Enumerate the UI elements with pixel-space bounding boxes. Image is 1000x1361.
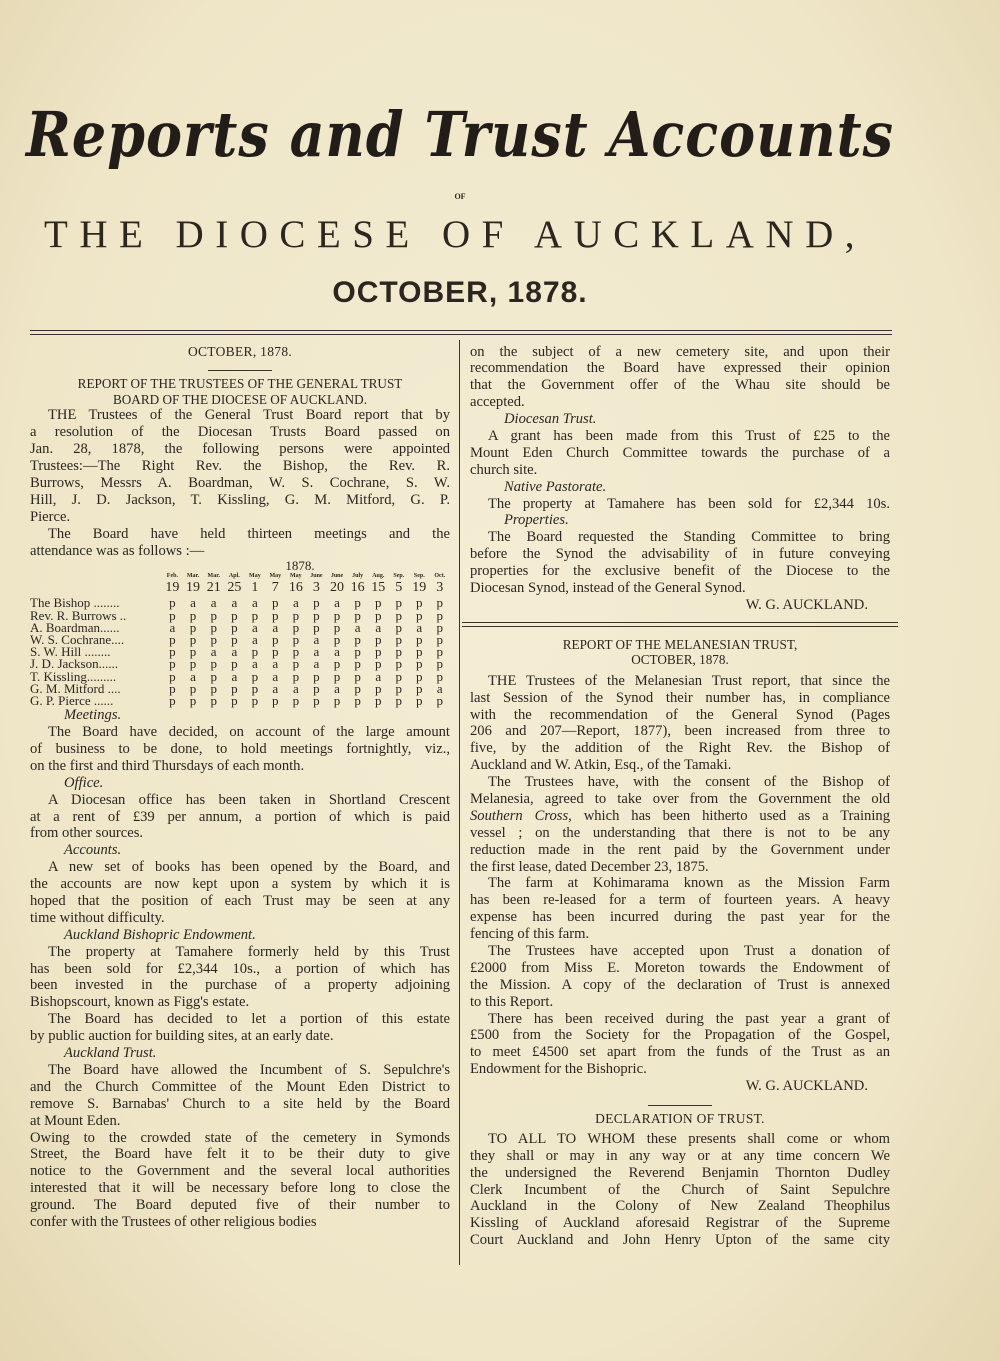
paragraph-line: There has been received during the past year a grant of <box>488 1010 890 1027</box>
paragraph <box>470 943 890 1011</box>
attendance-mark: p <box>210 632 217 648</box>
paragraph-line: they shall or may in any way or at any time concern We <box>470 1147 890 1164</box>
attendance-mark: p <box>169 644 176 660</box>
attendance-mark: p <box>231 656 238 672</box>
attendance-mark: p <box>272 595 279 611</box>
subheading: Auckland Bishopric Endowment. <box>64 926 256 943</box>
paragraph-line: has been re-leased for a term of fourteen years. A heavy <box>470 892 890 909</box>
attendance-mark: a <box>231 644 238 660</box>
attendance-mark: p <box>292 632 300 648</box>
month-label: June <box>310 573 323 580</box>
month-label: Aug. <box>372 573 385 580</box>
attendance-mark: a <box>313 656 320 672</box>
attendance-mark: a <box>272 656 279 672</box>
attendance-mark: a <box>251 656 258 672</box>
day-label: 1 <box>251 580 259 596</box>
attendance-mark: p <box>231 619 238 635</box>
month-label: Mar. <box>186 573 200 580</box>
top-rule <box>30 330 892 331</box>
blank-cell <box>30 572 162 581</box>
attendance-mark: p <box>189 619 197 635</box>
paragraph-line: The Board requested the Standing Committee to bring <box>488 529 890 546</box>
section-heading: DECLARATION OF TRUST. <box>595 1111 765 1127</box>
paragraph-line: The farm at Kohimarama known as the Mission Farm <box>488 875 890 892</box>
attendance-mark: p <box>395 680 403 696</box>
attendance-mark: p <box>375 680 382 696</box>
month-label: Oct. <box>434 573 446 580</box>
paragraph <box>30 407 450 525</box>
paragraph <box>30 724 450 775</box>
paragraph-line: A new set of books has been opened by the Board, and <box>48 859 450 876</box>
paragraph <box>470 428 890 479</box>
attendance-mark: a <box>251 595 258 611</box>
paragraph-line: at a rent of £39 per annum, a portion of which is paid <box>30 808 450 825</box>
paragraph-line: The Board has decided to let a portion of this estate <box>48 1011 450 1028</box>
paragraph <box>470 529 890 597</box>
attendance-mark: p <box>210 693 217 709</box>
paragraph-line: expense has been incurred during the past year for the <box>470 909 890 926</box>
attendance-mark: p <box>416 693 423 709</box>
double-rule <box>470 614 890 636</box>
paragraph-line: on the first and third Thursdays of each month. <box>30 757 305 774</box>
attendance-mark: p <box>333 607 341 623</box>
paragraph-line: The Board have allowed the Incumbent of S. Sepulchre's <box>48 1061 450 1078</box>
attendance-mark: p <box>354 668 361 684</box>
subheading: Diocesan Trust. <box>504 411 597 428</box>
attendance-mark: a <box>190 668 196 684</box>
paragraph <box>30 792 450 843</box>
paragraph-line: hoped that the position of each Trust may be seen at any <box>30 893 450 910</box>
report-heading-line: BOARD OF THE DIOCESE OF AUCKLAND. <box>112 391 367 407</box>
paragraph <box>30 526 450 560</box>
attendance-mark: a <box>190 595 196 611</box>
attendance-mark: p <box>272 644 279 660</box>
paragraph-line: Owing to the crowded state of the cemetery in Symonds <box>30 1129 450 1146</box>
attendance-mark: p <box>436 619 444 635</box>
paragraph-line: with the recommendation of the General Synod (Pages <box>470 706 890 723</box>
attendance-mark: p <box>231 632 238 648</box>
attendance-mark: p <box>395 619 403 635</box>
paragraph-line: Clerk Incumbent of the Church of Saint Sepulchre <box>470 1181 890 1198</box>
attendance-mark: p <box>333 656 341 672</box>
attendance-mark: a <box>313 644 320 660</box>
subheading: Office. <box>64 774 104 791</box>
paragraph-line: Southern Cross, which has been hitherto used as a Training <box>470 807 890 824</box>
attendance-mark: p <box>313 607 320 623</box>
paragraph-line: to this Report. <box>470 993 554 1010</box>
attendance-mark: p <box>313 619 320 635</box>
attendance-mark: p <box>436 595 444 611</box>
paragraph-line: The property at Tamahere formerly held by this Trust <box>48 943 450 960</box>
month-label: May <box>249 573 261 580</box>
paragraph <box>30 859 450 927</box>
attendance-mark: p <box>189 607 197 623</box>
attendance-mark: p <box>251 644 259 660</box>
trustee-name: Rev. R. Burrows .. <box>30 607 127 623</box>
attendance-mark: p <box>251 607 259 623</box>
paragraph <box>30 1062 450 1130</box>
attendance-mark: p <box>210 607 217 623</box>
attendance-mark: a <box>375 619 382 635</box>
section-heading: OCTOBER, 1878. <box>187 343 293 359</box>
attendance-mark: p <box>292 644 300 660</box>
paragraph-line: Trustees:—The Right Rev. the Bishop, the Rev. R. <box>30 458 450 475</box>
attendance-table <box>30 559 450 707</box>
paragraph <box>470 875 890 943</box>
attendance-mark: p <box>169 680 176 696</box>
paragraph-line: before the Synod the advisability of in future conveying <box>470 546 890 563</box>
section-rule <box>470 1095 890 1111</box>
attendance-mark: p <box>313 595 320 611</box>
paragraph-line: from other sources. <box>30 825 144 842</box>
paragraph-line: the first lease, dated December 23, 1875. <box>470 858 709 875</box>
day-label: 19 <box>412 580 427 596</box>
attendance-mark: p <box>375 607 382 623</box>
attendance-mark: p <box>416 595 423 611</box>
attendance-mark: p <box>231 693 238 709</box>
attendance-mark: p <box>375 644 382 660</box>
attendance-mark: p <box>210 619 217 635</box>
day-label: 16 <box>288 580 303 596</box>
trustee-name: T. Kissling......... <box>30 668 117 684</box>
attendance-mark: p <box>354 595 361 611</box>
attendance-mark: p <box>436 644 444 660</box>
attendance-mark: p <box>333 668 341 684</box>
title-of: OF <box>454 192 466 201</box>
attendance-mark: p <box>395 607 403 623</box>
paragraph-line: last Session of the Synod their number has, in compliance <box>470 689 890 706</box>
subheading: Native Pastorate. <box>504 478 607 495</box>
attendance-mark: p <box>354 644 361 660</box>
section-rule <box>30 360 450 376</box>
attendance-mark: p <box>436 668 444 684</box>
paragraph-line: TO ALL TO WHOM these presents shall come or whom <box>488 1130 890 1147</box>
attendance-mark: p <box>169 595 176 611</box>
paragraph-line: Hill, J. D. Jackson, T. Kissling, G. M. Mitford, G. P. <box>30 491 450 508</box>
attendance-mark: p <box>189 656 197 672</box>
attendance-mark: p <box>354 656 361 672</box>
trustee-name: S. W. Hill ........ <box>30 644 111 660</box>
attendance-mark: p <box>416 607 423 623</box>
paragraph-line: Auckland and W. Atkin, Esq., of the Tamaki. <box>470 757 732 774</box>
paragraph-line: reduction made in the rent paid by the Government under <box>470 841 890 858</box>
trustee-name: The Bishop ........ <box>30 595 120 611</box>
trustee-name: G. P. Pierce ...... <box>30 693 114 709</box>
attendance-mark: p <box>416 644 423 660</box>
report-heading <box>30 376 450 407</box>
paragraph-line: to meet £4500 set apart from the funds of the Trust as an <box>470 1044 890 1061</box>
month-label: July <box>352 573 364 580</box>
paragraph-line: been invested in the purchase of a property adjoining <box>30 977 450 994</box>
paragraph-line: vessel ; on the understanding that there is not to be any <box>470 824 890 841</box>
paragraph <box>30 1130 450 1231</box>
attendance-mark: p <box>210 668 217 684</box>
trustee-name: W. S. Cochrane.... <box>30 632 125 648</box>
right-column <box>470 344 890 1250</box>
day-label: 7 <box>271 580 279 596</box>
day-label: 21 <box>206 580 221 596</box>
attendance-mark: p <box>292 607 300 623</box>
attendance-mark: p <box>416 680 423 696</box>
attendance-mark: a <box>210 644 217 660</box>
attendance-mark: p <box>395 656 403 672</box>
attendance-mark: p <box>189 632 197 648</box>
attendance-mark: p <box>189 693 197 709</box>
paragraph-line: Mount Eden Church Committee towards the purchase of a <box>470 444 890 461</box>
paragraph-line: church site. <box>470 461 538 478</box>
paragraph-line: Kissling of Auckland aforesaid Registrar of the Supreme <box>470 1215 890 1232</box>
paragraph-line: time without difficulty. <box>30 909 165 926</box>
attendance-mark: p <box>436 693 444 709</box>
subheading: Properties. <box>504 512 569 529</box>
paragraph <box>470 496 890 513</box>
paragraph-line: Auckland in the Colony of New Zealand Theophilus <box>470 1198 890 1215</box>
signature: W. G. AUCKLAND. <box>745 1078 868 1095</box>
day-label: 5 <box>395 580 403 596</box>
attendance-mark: p <box>189 680 197 696</box>
paragraph-line: Pierce. <box>30 508 71 525</box>
attendance-mark: a <box>251 632 258 648</box>
attendance-mark: a <box>169 619 176 635</box>
paragraph-line: A grant has been made from this Trust of £25 to the <box>488 427 890 444</box>
column-divider <box>459 340 460 1265</box>
attendance-mark: p <box>292 693 300 709</box>
paragraph-line: Diocesan Synod, instead of the General Synod. <box>470 579 746 596</box>
attendance-row <box>30 695 450 707</box>
attendance-mark: a <box>251 619 258 635</box>
attendance-mark: p <box>395 668 403 684</box>
day-label: 19 <box>186 580 201 596</box>
paragraph <box>470 774 890 875</box>
paragraph-line: accepted. <box>470 394 525 411</box>
paragraph <box>30 1011 450 1045</box>
attendance-grid <box>30 572 450 707</box>
attendance-mark: p <box>436 607 444 623</box>
paragraph-line: Jan. 28, 1878, the following persons were appointed <box>30 441 450 458</box>
month-label: May <box>290 573 302 580</box>
paragraph-line: has been sold for £2,344 10s., a portion of which has <box>30 960 450 977</box>
attendance-mark: p <box>333 619 341 635</box>
paragraph-line: ground. The Board deputed five of their number to <box>30 1197 450 1214</box>
paragraph-line: The Board have held thirteen meetings and the <box>48 525 450 542</box>
paragraph-line: recommendation the Board have expressed their opinion <box>470 360 890 377</box>
signature: W. G. AUCKLAND. <box>745 596 868 613</box>
trustee-name: A. Boardman...... <box>30 619 120 635</box>
attendance-mark: p <box>375 656 382 672</box>
paragraph-line: that the Government offer of the Whau site should be <box>470 377 890 394</box>
attendance-mark: p <box>416 632 423 648</box>
paragraph-line: attendance was as follows :— <box>30 542 205 559</box>
month-label: Feb. <box>166 573 178 580</box>
paragraph-line: by public auction for building sites, at an early date. <box>30 1028 334 1045</box>
trustee-name: G. M. Mitford .... <box>30 680 121 696</box>
attendance-mark: p <box>395 595 403 611</box>
attendance-mark: p <box>354 632 361 648</box>
attendance-mark: p <box>231 607 238 623</box>
attendance-mark: a <box>292 595 299 611</box>
paragraph-line: Bishopscourt, known as Figg's estate. <box>30 994 250 1011</box>
attendance-mark: p <box>169 693 176 709</box>
paragraph <box>470 344 890 412</box>
day-label: 19 <box>165 580 180 596</box>
paragraph-line: 206 and 207—Report, 1877), been increased from three to <box>470 723 890 740</box>
paragraph-line: Melanesia, agreed to take over from the Government the old <box>470 790 890 807</box>
paragraph-line: at Mount Eden. <box>30 1112 121 1129</box>
attendance-mark: p <box>292 619 300 635</box>
attendance-mark: p <box>354 693 361 709</box>
paragraph <box>470 1131 890 1249</box>
attendance-mark: a <box>334 680 340 696</box>
attendance-mark: p <box>354 607 361 623</box>
paragraph-line: The Trustees have, with the consent of the Bishop of <box>488 774 890 791</box>
attendance-mark: p <box>169 656 176 672</box>
attendance-mark: p <box>251 668 259 684</box>
paragraph-line: confer with the Trustees of other religious bodies <box>30 1213 317 1230</box>
paragraph-line: The Trustees have accepted upon Trust a donation of <box>488 943 890 959</box>
attendance-mark: a <box>231 595 238 611</box>
attendance-mark: p <box>313 680 320 696</box>
paragraph <box>470 673 890 774</box>
paragraph-line: the Mission. A copy of the declaration of Trust is annexed <box>470 976 890 993</box>
paragraph-line: and the Church Committee of the Mount Eden District to <box>30 1078 450 1095</box>
day-label: 16 <box>350 580 365 596</box>
attendance-mark: a <box>272 619 279 635</box>
paragraph-line: interested that it will be necessary before long to close the <box>30 1180 450 1197</box>
attendance-mark: p <box>210 656 217 672</box>
paragraph-line: on the subject of a new cemetery site, and upon their <box>470 343 890 360</box>
report-heading-line: OCTOBER, 1878. <box>631 652 729 668</box>
diocese-title: THE DIOCESE OF AUCKLAND, <box>44 213 866 256</box>
attendance-mark: a <box>416 619 423 635</box>
paragraph-line: properties for the exclusive benefit of the Diocese to the <box>470 563 890 580</box>
report-heading <box>470 637 890 668</box>
day-label: 3 <box>436 580 444 596</box>
subheading: Meetings. <box>64 707 122 724</box>
attendance-mark: p <box>375 632 382 648</box>
attendance-mark: a <box>375 668 382 684</box>
attendance-mark: p <box>272 693 279 709</box>
paragraph-line: £2000 from Miss E. Moreton towards the Endowment of <box>470 959 890 976</box>
paragraph-line: THE Trustees of the General Trust Board report that by <box>48 407 450 424</box>
attendance-mark: p <box>436 632 444 648</box>
top-rule-second <box>30 334 892 335</box>
attendance-mark: p <box>395 644 403 660</box>
paragraph-line: five, by the addition of the Right Rev. the Bishop of <box>470 740 890 757</box>
paragraph-line: The Board have decided, on account of the large amount <box>48 724 450 741</box>
subheading: Accounts. <box>64 842 122 859</box>
document-date: OCTOBER, 1878. <box>332 276 588 309</box>
attendance-mark: a <box>334 644 340 660</box>
document-title: Reports and Trust Accounts <box>25 97 895 171</box>
paragraph-line: £500 from the Society for the Propagation of the Gospel, <box>470 1027 890 1044</box>
paragraph-line: a resolution of the Diocesan Trusts Board passed on <box>30 424 450 441</box>
attendance-mark: p <box>333 632 341 648</box>
paragraph-line: Court Auckland and John Henry Upton of the same city <box>470 1232 890 1249</box>
paragraph-line: remove S. Barnabas' Church to a site held by the Board <box>30 1095 450 1112</box>
attendance-mark: a <box>313 632 320 648</box>
report-heading-line: REPORT OF THE TRUSTEES OF THE GENERAL TRUST <box>77 376 403 392</box>
day-label: 25 <box>227 580 242 596</box>
day-header-row <box>30 581 450 595</box>
attendance-mark: p <box>436 656 444 672</box>
paragraph-line: the accounts are now kept upon a system by which it is <box>30 876 450 893</box>
paragraph-line: THE Trustees of the Melanesian Trust report, that since the <box>488 672 890 689</box>
paragraph <box>30 944 450 1012</box>
attendance-mark: p <box>416 668 423 684</box>
attendance-mark: a <box>272 680 279 696</box>
paragraph-line: Street, the Board have felt it to be their duty to give <box>30 1146 450 1163</box>
month-label: May <box>269 573 282 580</box>
day-label: 15 <box>371 580 386 596</box>
month-label: Sep. <box>393 573 405 580</box>
month-label: Sep. <box>413 573 425 580</box>
attendance-mark: p <box>169 632 176 648</box>
attendance-mark: p <box>189 644 197 660</box>
attendance-mark: p <box>416 656 423 672</box>
attendance-mark: p <box>354 680 361 696</box>
paragraph-line: notice to the Government and the several local authorities <box>30 1163 450 1180</box>
paragraph-line: of business to be done, to hold meetings fortnightly, viz., <box>30 741 450 758</box>
paragraph <box>470 1011 890 1079</box>
attendance-mark: p <box>313 668 320 684</box>
attendance-mark: p <box>169 607 176 623</box>
attendance-mark: p <box>272 632 279 648</box>
attendance-mark: a <box>272 668 279 684</box>
attendance-mark: a <box>354 619 361 635</box>
attendance-mark: a <box>436 680 443 696</box>
attendance-mark: a <box>231 668 238 684</box>
paragraph-line: fencing of this farm. <box>470 926 590 943</box>
attendance-mark: a <box>210 595 217 611</box>
attendance-mark: p <box>375 693 382 709</box>
month-label: Apl. <box>228 573 240 580</box>
attendance-mark: p <box>272 607 279 623</box>
paragraph-line: A Diocesan office has been taken in Shortland Crescent <box>48 791 450 808</box>
left-column <box>30 344 450 1231</box>
attendance-mark: p <box>395 632 403 648</box>
attendance-mark: a <box>292 680 299 696</box>
attendance-mark: p <box>375 595 382 611</box>
attendance-mark: p <box>333 693 341 709</box>
blank-cell <box>30 581 162 595</box>
paragraph-line: Endowment for the Bishopric. <box>470 1061 647 1078</box>
attendance-mark: p <box>313 693 320 709</box>
month-label: Mar. <box>207 573 220 580</box>
attendance-mark: p <box>395 693 403 709</box>
paragraph-line: the undersigned the Reverend Benjamin Thornton Dudley <box>470 1164 890 1181</box>
attendance-mark: p <box>292 668 300 684</box>
attendance-year: 1878. <box>285 558 315 574</box>
attendance-mark: p <box>210 680 217 696</box>
attendance-mark: p <box>251 680 259 696</box>
subheading: Auckland Trust. <box>64 1045 157 1062</box>
ship-name: Southern Cross <box>470 807 569 824</box>
attendance-mark: p <box>292 656 300 672</box>
trustee-name: J. D. Jackson...... <box>30 656 119 672</box>
paragraph-line: The property at Tamahere has been sold for £2,344 10s. <box>488 495 890 512</box>
attendance-mark: a <box>334 595 340 611</box>
report-heading-line: REPORT OF THE MELANESIAN TRUST, <box>562 636 798 652</box>
paragraph-line: Burrows, Messrs A. Boardman, W. S. Cochrane, S. W. <box>30 474 450 491</box>
day-label: 3 <box>312 580 320 596</box>
month-label: June <box>330 573 344 580</box>
attendance-mark: p <box>231 680 238 696</box>
day-label: 20 <box>329 580 344 596</box>
attendance-mark: p <box>251 693 259 709</box>
attendance-mark: p <box>169 668 176 684</box>
